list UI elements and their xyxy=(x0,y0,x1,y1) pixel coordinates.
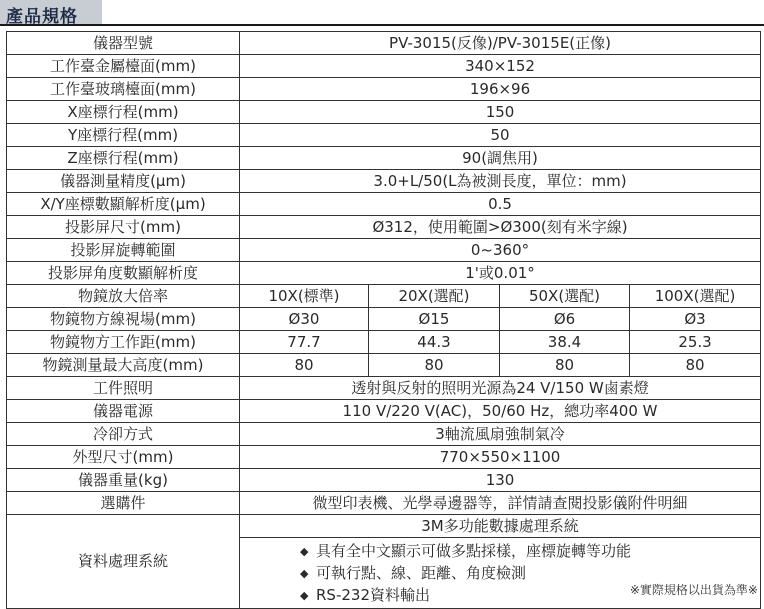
spec-label: 選購件 xyxy=(7,492,240,515)
list-item xyxy=(300,540,760,562)
spec-label: 投影屏尺寸(mm) xyxy=(7,216,240,239)
table-row xyxy=(7,239,761,262)
list-item-text: 可執行點、線、距離、角度檢測 xyxy=(316,564,527,582)
table-row xyxy=(7,78,761,101)
objective-cell: 80 xyxy=(240,354,369,377)
spec-value: PV-3015(反像)/PV-3015E(正像) xyxy=(240,32,761,55)
spec-value: 50 xyxy=(240,124,761,147)
table-row-objective xyxy=(7,285,761,308)
objective-cell: 80 xyxy=(630,354,761,377)
spec-value: 90(調焦用) xyxy=(240,147,761,170)
table-row xyxy=(7,124,761,147)
footnote: ※實際規格以出貨為準※ xyxy=(629,583,758,597)
objective-cell: 100X(選配) xyxy=(630,285,761,308)
table-row-objective xyxy=(7,308,761,331)
spec-label: 工作臺玻璃檯面(mm) xyxy=(7,78,240,101)
table-row xyxy=(7,32,761,55)
spec-value: 770×550×1100 xyxy=(240,446,761,469)
objective-cell: 25.3 xyxy=(630,331,761,354)
table-row xyxy=(7,216,761,239)
list-item-text: RS-232資料輸出 xyxy=(316,586,430,604)
table-row xyxy=(7,170,761,193)
spec-value: 110 V/220 V(AC)，50/60 Hz，總功率400 W xyxy=(240,400,761,423)
section-title-bar xyxy=(0,0,764,26)
spec-value: 3軸流風扇強制氣冷 xyxy=(240,423,761,446)
objective-cell: 10X(標準) xyxy=(240,285,369,308)
table-row xyxy=(7,147,761,170)
objective-cell: 50X(選配) xyxy=(500,285,630,308)
spec-label: 資料處理系統 xyxy=(7,515,240,609)
spec-value: 3.0+L/50(L為被測長度，單位：mm) xyxy=(240,170,761,193)
spec-label: X座標行程(mm) xyxy=(7,101,240,124)
spec-value: 1'或0.01° xyxy=(240,262,761,285)
table-row xyxy=(7,400,761,423)
spec-value: 0~360° xyxy=(240,239,761,262)
diamond-bullet-icon: ◆ xyxy=(300,545,309,558)
table-row xyxy=(7,492,761,515)
objective-cell: 38.4 xyxy=(500,331,630,354)
table-row xyxy=(7,469,761,492)
spec-label: 外型尺寸(mm) xyxy=(7,446,240,469)
spec-value: 150 xyxy=(240,101,761,124)
spec-value: 0.5 xyxy=(240,193,761,216)
spec-label: 冷卻方式 xyxy=(7,423,240,446)
spec-value: 196×96 xyxy=(240,78,761,101)
spec-value: Ø312，使用範圍>Ø300(刻有米字線) xyxy=(240,216,761,239)
table-row xyxy=(7,55,761,78)
spec-value: 340×152 xyxy=(240,55,761,78)
spec-label: Y座標行程(mm) xyxy=(7,124,240,147)
section-title-tag xyxy=(0,0,102,27)
objective-cell: Ø15 xyxy=(369,308,500,331)
spec-label: 物鏡物方工作距(mm) xyxy=(7,331,240,354)
objective-cell: Ø6 xyxy=(500,308,630,331)
objective-cell: 20X(選配) xyxy=(369,285,500,308)
table-row xyxy=(7,101,761,124)
spec-table xyxy=(6,31,761,609)
spec-label: 工件照明 xyxy=(7,377,240,400)
table-row xyxy=(7,446,761,469)
table-row-objective xyxy=(7,331,761,354)
spec-label: 物鏡物方線視場(mm) xyxy=(7,308,240,331)
table-row xyxy=(7,377,761,400)
spec-label: 物鏡測量最大高度(mm) xyxy=(7,354,240,377)
diamond-bullet-icon: ◆ xyxy=(300,567,309,580)
spec-label: 儀器重量(kg) xyxy=(7,469,240,492)
data-processing-heading: 3M多功能數據處理系統 xyxy=(240,515,760,538)
table-row-objective xyxy=(7,354,761,377)
table-row xyxy=(7,262,761,285)
spec-label: 工作臺金屬檯面(mm) xyxy=(7,55,240,78)
spec-label: X/Y座標數顯解析度(μm) xyxy=(7,193,240,216)
spec-label: Z座標行程(mm) xyxy=(7,147,240,170)
diamond-bullet-icon: ◆ xyxy=(300,589,309,602)
objective-cell: 77.7 xyxy=(240,331,369,354)
spec-label: 物鏡放大倍率 xyxy=(7,285,240,308)
list-item-text: 具有全中文顯示可做多點採樣，座標旋轉等功能 xyxy=(316,542,632,560)
table-row xyxy=(7,193,761,216)
spec-value: 130 xyxy=(240,469,761,492)
spec-label: 儀器測量精度(μm) xyxy=(7,170,240,193)
spec-value: 微型印表機、光學尋邊器等，詳情請查閱投影儀附件明細 xyxy=(240,492,761,515)
objective-cell: 80 xyxy=(369,354,500,377)
spec-label: 儀器電源 xyxy=(7,400,240,423)
section-title: 產品規格 xyxy=(6,7,78,27)
spec-value: 透射與反射的照明光源為24 V/150 W鹵素燈 xyxy=(240,377,761,400)
objective-cell: Ø30 xyxy=(240,308,369,331)
objective-cell: 44.3 xyxy=(369,331,500,354)
table-row xyxy=(7,423,761,446)
objective-cell: 80 xyxy=(500,354,630,377)
spec-label: 儀器型號 xyxy=(7,32,240,55)
spec-label: 投影屏角度數顯解析度 xyxy=(7,262,240,285)
objective-cell: Ø3 xyxy=(630,308,761,331)
spec-label: 投影屏旋轉範圍 xyxy=(7,239,240,262)
